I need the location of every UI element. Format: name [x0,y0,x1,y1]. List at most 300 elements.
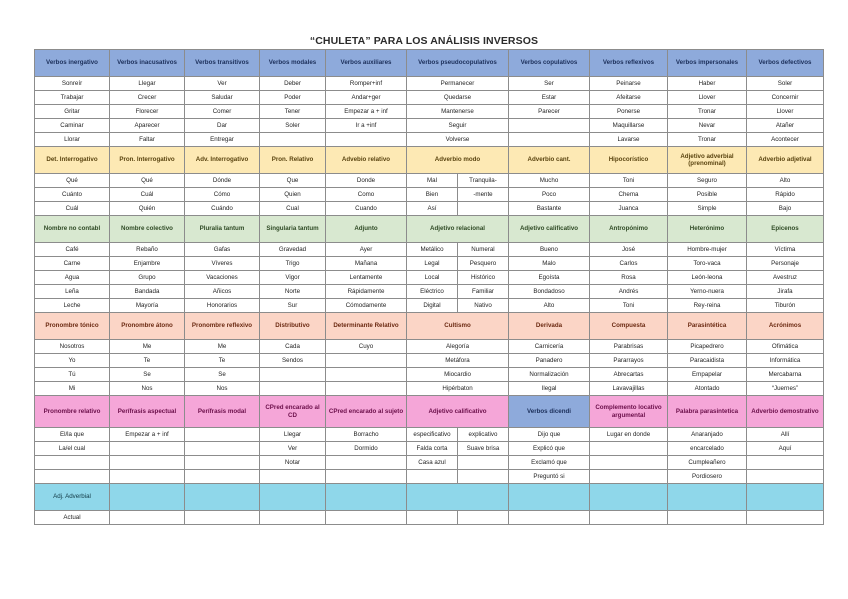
table-cell [110,456,185,470]
table-cell [590,484,668,511]
category-header-cell: Adjetivo calificativo [509,216,590,243]
table-cell: Nos [110,382,185,396]
table-cell: Tronar [668,133,747,147]
table-cell: Posible [668,188,747,202]
table-cell: Haber [668,77,747,91]
table-cell: Mantenerse [407,105,509,119]
table-cell: Café [35,243,110,257]
table-cell: Egoísta [509,271,590,285]
table-cell: Cuándo [185,202,260,216]
table-cell: Ilegal [509,382,590,396]
category-header-cell: Pluralia tantum [185,216,260,243]
table-cell [326,368,407,382]
table-cell: Enjambre [110,257,185,271]
table-cell: Andar+ger [326,91,407,105]
table-cell [185,484,260,511]
table-cell: Mucho [509,174,590,188]
table-cell: Toni [590,174,668,188]
table-cell: Rebaño [110,243,185,257]
table-cell: Tranquila- [458,174,509,188]
table-row [35,442,824,456]
category-header-cell: Complemento locativo argumental [590,396,668,428]
table-cell: Faltar [110,133,185,147]
table-cell: Pararrayos [590,354,668,368]
table-cell: Quién [110,202,185,216]
table-cell: Peinarse [590,77,668,91]
category-header-cell: Compuesta [590,313,668,340]
table-cell [407,484,509,511]
table-cell: Yo [35,354,110,368]
table-cell: Personaje [747,257,824,271]
table-cell: Ir a +inf [326,119,407,133]
table-cell [326,511,407,525]
table-cell: Empezar a + inf [326,105,407,119]
category-header-cell: Pronombre tónico [35,313,110,340]
table-cell: Caminar [35,119,110,133]
table-cell: Cumpleañero [668,456,747,470]
table-cell: Permanecer [407,77,509,91]
table-cell: Legal [407,257,458,271]
table-cell: Numeral [458,243,509,257]
table-cell: Entregar [185,133,260,147]
table-cell: Normalización [509,368,590,382]
table-cell: Sendos [260,354,326,368]
category-header-cell: Pronombre reflexivo [185,313,260,340]
header-row [35,50,824,77]
table-cell: Cómo [185,188,260,202]
table-cell [260,484,326,511]
table-cell [110,484,185,511]
table-cell [747,470,824,484]
category-header-cell: Parasintética [668,313,747,340]
table-cell: Simple [668,202,747,216]
table-cell: José [590,243,668,257]
table-row [35,368,824,382]
table-cell: Tronar [668,105,747,119]
table-cell: Deber [260,77,326,91]
cheat-sheet-table [34,49,824,525]
table-cell: Cuál [35,202,110,216]
table-cell [407,511,458,525]
table-cell [110,470,185,484]
table-cell: Qué [110,174,185,188]
table-cell: Dormido [326,442,407,456]
category-header-cell: Verbos dicendi [509,396,590,428]
table-cell [185,442,260,456]
table-cell: Local [407,271,458,285]
table-cell [590,456,668,470]
table-cell [110,511,185,525]
table-cell: Así [407,202,458,216]
table-cell [747,484,824,511]
table-cell: Chema [590,188,668,202]
table-cell: Donde [326,174,407,188]
table-cell: Juanca [590,202,668,216]
table-cell: Atontado [668,382,747,396]
table-cell: Comer [185,105,260,119]
table-cell: Soler [747,77,824,91]
table-cell: Aquí [747,442,824,456]
category-header-cell: Advebio relativo [326,147,407,174]
table-cell: Casa azul [407,456,458,470]
category-header-cell: Adjetivo calificativo [407,396,509,428]
category-header-cell: Verbos inacusativos [110,50,185,77]
category-header-cell: Verbos auxiliares [326,50,407,77]
table-cell: Empezar a + inf [110,428,185,442]
table-cell: Vacaciones [185,271,260,285]
category-header-cell: Singularia tantum [260,216,326,243]
table-cell: Romper+inf [326,77,407,91]
table-cell: Avestruz [747,271,824,285]
table-cell: Estar [509,91,590,105]
table-cell: Aparecer [110,119,185,133]
table-row [35,243,824,257]
table-cell: La/el cual [35,442,110,456]
table-cell: Nevar [668,119,747,133]
table-cell: Rápido [747,188,824,202]
category-header-cell: Pron. Interrogativo [110,147,185,174]
page-title: “CHULETA” PARA LOS ANÁLISIS INVERSOS [309,35,539,47]
table-cell [458,456,509,470]
category-header-cell: Verbos modales [260,50,326,77]
table-cell: Toni [590,299,668,313]
table-cell: “Juernes” [747,382,824,396]
category-header-cell: Acrónimos [747,313,824,340]
table-cell [509,484,590,511]
table-cell [185,470,260,484]
table-cell: Parecer [509,105,590,119]
category-header-cell: Adjunto [326,216,407,243]
table-cell: Parabrisas [590,340,668,354]
table-cell: Carne [35,257,110,271]
table-cell: Bueno [509,243,590,257]
category-header-cell: Nombre colectivo [110,216,185,243]
table-cell [326,456,407,470]
table-cell: Víctima [747,243,824,257]
category-header-cell: Adjetivo relacional [407,216,509,243]
table-cell: Anaranjado [668,428,747,442]
table-cell [668,511,747,525]
table-cell [326,354,407,368]
table-cell: Llegar [260,428,326,442]
table-cell: Cuyo [326,340,407,354]
table-cell [509,511,590,525]
table-row [35,484,824,511]
category-header-cell: Distributivo [260,313,326,340]
table-cell: Alto [747,174,824,188]
category-header-cell: Verbos reflexivos [590,50,668,77]
table-cell [185,511,260,525]
table-row [35,174,824,188]
table-cell: Volverse [407,133,509,147]
table-cell: Histórico [458,271,509,285]
table-cell: Honorarios [185,299,260,313]
table-cell: Paracaidista [668,354,747,368]
table-cell: Te [185,354,260,368]
table-cell: Acontecer [747,133,824,147]
table-cell: Suave brisa [458,442,509,456]
table-cell: Que [260,174,326,188]
header-row [35,147,824,174]
category-header-cell: Verbos transitivos [185,50,260,77]
table-cell: Se [110,368,185,382]
table-cell: Mi [35,382,110,396]
table-row [35,133,824,147]
table-row [35,285,824,299]
table-cell: encarcelado [668,442,747,456]
table-cell: Ayer [326,243,407,257]
table-cell: Tiburón [747,299,824,313]
table-cell: Norte [260,285,326,299]
category-header-cell: Hipocorístico [590,147,668,174]
table-row [35,456,824,470]
table-cell: Llegar [110,77,185,91]
table-cell: Andrés [590,285,668,299]
category-header-cell: Cultismo [407,313,509,340]
table-cell: Borracho [326,428,407,442]
table-cell: Seguro [668,174,747,188]
table-row [35,119,824,133]
table-row [35,382,824,396]
table-cell: Malo [509,257,590,271]
category-header-cell: Adjetivo adverbial (prenominal) [668,147,747,174]
category-header-cell: Adverbio modo [407,147,509,174]
table-cell: Seguir [407,119,509,133]
table-row [35,257,824,271]
table-cell: Preguntó si [509,470,590,484]
table-cell: Quien [260,188,326,202]
table-cell [35,470,110,484]
table-cell [668,484,747,511]
table-cell: Informática [747,354,824,368]
table-cell: Tú [35,368,110,382]
table-cell: Saludar [185,91,260,105]
table-cell: Bajo [747,202,824,216]
table-cell: Grupo [110,271,185,285]
table-cell: Trabajar [35,91,110,105]
table-cell: Toro-vaca [668,257,747,271]
table-cell [458,202,509,216]
table-row [35,105,824,119]
table-cell [185,428,260,442]
table-cell: Agua [35,271,110,285]
table-cell: Ser [509,77,590,91]
table-cell [110,442,185,456]
table-cell: Llorar [35,133,110,147]
table-cell: Falda corta [407,442,458,456]
table-cell: Lugar en donde [590,428,668,442]
table-cell [458,511,509,525]
table-cell [458,470,509,484]
table-cell: Carnicería [509,340,590,354]
table-cell [590,442,668,456]
table-cell: Bastante [509,202,590,216]
category-header-cell: Adverbio cant. [509,147,590,174]
table-cell: Mañana [326,257,407,271]
table-cell: Lentamente [326,271,407,285]
table-cell: Víveres [185,257,260,271]
table-cell: Llover [668,91,747,105]
table-row [35,188,824,202]
table-cell: Leña [35,285,110,299]
table-cell [509,133,590,147]
table-cell: Cuánto [35,188,110,202]
category-header-cell: CPred encarado al CD [260,396,326,428]
table-cell: Alto [509,299,590,313]
table-cell: Ver [185,77,260,91]
table-cell: Leche [35,299,110,313]
table-cell: El/la que [35,428,110,442]
table-cell: explicativo [458,428,509,442]
table-cell: Exclamó que [509,456,590,470]
table-cell: Me [110,340,185,354]
category-header-cell: Adv. Interrogativo [185,147,260,174]
table-cell: Bien [407,188,458,202]
category-header-cell: Det. Interrogativo [35,147,110,174]
table-cell: Trigo [260,257,326,271]
table-row [35,299,824,313]
table-row [35,340,824,354]
table-row [35,511,824,525]
table-cell: Hipérbaton [407,382,509,396]
category-header-cell: Pronombre relativo [35,396,110,428]
header-row [35,313,824,340]
table-cell: Pesquero [458,257,509,271]
table-cell [260,470,326,484]
table-cell: Qué [35,174,110,188]
table-cell [260,368,326,382]
table-cell: Cuál [110,188,185,202]
table-row [35,77,824,91]
table-cell: Bandada [110,285,185,299]
table-cell: Sur [260,299,326,313]
table-cell: Miocardio [407,368,509,382]
header-row [35,396,824,428]
table-cell: Jirafa [747,285,824,299]
table-cell: Ver [260,442,326,456]
table-cell: Cada [260,340,326,354]
table-cell: Yerno-nuera [668,285,747,299]
table-cell: Digital [407,299,458,313]
table-cell: Atañer [747,119,824,133]
table-row [35,91,824,105]
table-cell: Adj. Adverbial [35,484,110,511]
table-cell: Lavavajillas [590,382,668,396]
table-cell: Nosotros [35,340,110,354]
table-cell: Familiar [458,285,509,299]
table-row [35,428,824,442]
table-cell: Notar [260,456,326,470]
table-cell [326,484,407,511]
category-header-cell: Epicenos [747,216,824,243]
header-row [35,216,824,243]
table-cell: Quedarse [407,91,509,105]
table-cell: Concernir [747,91,824,105]
table-cell: -mente [458,188,509,202]
table-cell: Alegoría [407,340,509,354]
category-header-cell: Verbos defectivos [747,50,824,77]
table-cell: Nativo [458,299,509,313]
table-body [35,50,824,525]
table-cell: Como [326,188,407,202]
table-cell: Dijo que [509,428,590,442]
table-cell: Nos [185,382,260,396]
table-cell [747,511,824,525]
category-header-cell: Heterónimo [668,216,747,243]
table-cell: Gravedad [260,243,326,257]
category-header-cell: Verbos impersonales [668,50,747,77]
table-cell: especificativo [407,428,458,442]
table-cell [35,456,110,470]
table-row [35,271,824,285]
table-cell: Picapedrero [668,340,747,354]
table-cell [260,382,326,396]
table-cell: Metáfora [407,354,509,368]
table-cell: Ponerse [590,105,668,119]
table-cell: Llover [747,105,824,119]
table-cell: Poder [260,91,326,105]
table-cell [185,456,260,470]
table-cell: Allí [747,428,824,442]
category-header-cell: CPred encarado al sujeto [326,396,407,428]
category-header-cell: Adverbio adjetival [747,147,824,174]
table-cell: Me [185,340,260,354]
table-cell: Sonreír [35,77,110,91]
table-cell: Ofimática [747,340,824,354]
table-cell [260,133,326,147]
table-cell: Te [110,354,185,368]
table-cell: Añicos [185,285,260,299]
table-cell: Maquillarse [590,119,668,133]
category-header-cell: Derivada [509,313,590,340]
table-cell: Panadero [509,354,590,368]
table-cell: Soler [260,119,326,133]
category-header-cell: Palabra parasintetica [668,396,747,428]
category-header-cell: Nombre no contabl [35,216,110,243]
category-header-cell: Pronombre átono [110,313,185,340]
table-cell: Metálico [407,243,458,257]
table-cell: Florecer [110,105,185,119]
table-cell: Gritar [35,105,110,119]
table-cell: Pordiosero [668,470,747,484]
table-cell [590,511,668,525]
table-cell: Mayoría [110,299,185,313]
table-cell [407,470,458,484]
table-cell: Poco [509,188,590,202]
table-row [35,470,824,484]
table-cell [747,456,824,470]
table-cell [260,511,326,525]
table-cell: Explicó que [509,442,590,456]
table-cell: Hombre-mujer [668,243,747,257]
table-cell: Tener [260,105,326,119]
table-cell: Rey-reina [668,299,747,313]
table-row [35,202,824,216]
category-header-cell: Verbos pseudocopulativos [407,50,509,77]
table-cell: Dar [185,119,260,133]
table-cell: Afeitarse [590,91,668,105]
table-cell [326,470,407,484]
table-cell: Actual [35,511,110,525]
category-header-cell: Verbos copulativos [509,50,590,77]
table-cell: Dónde [185,174,260,188]
table-cell: Crecer [110,91,185,105]
table-cell: Gafas [185,243,260,257]
table-cell: Vigor [260,271,326,285]
table-cell: Mercabarna [747,368,824,382]
table-cell: Abrecartas [590,368,668,382]
table-cell [326,133,407,147]
